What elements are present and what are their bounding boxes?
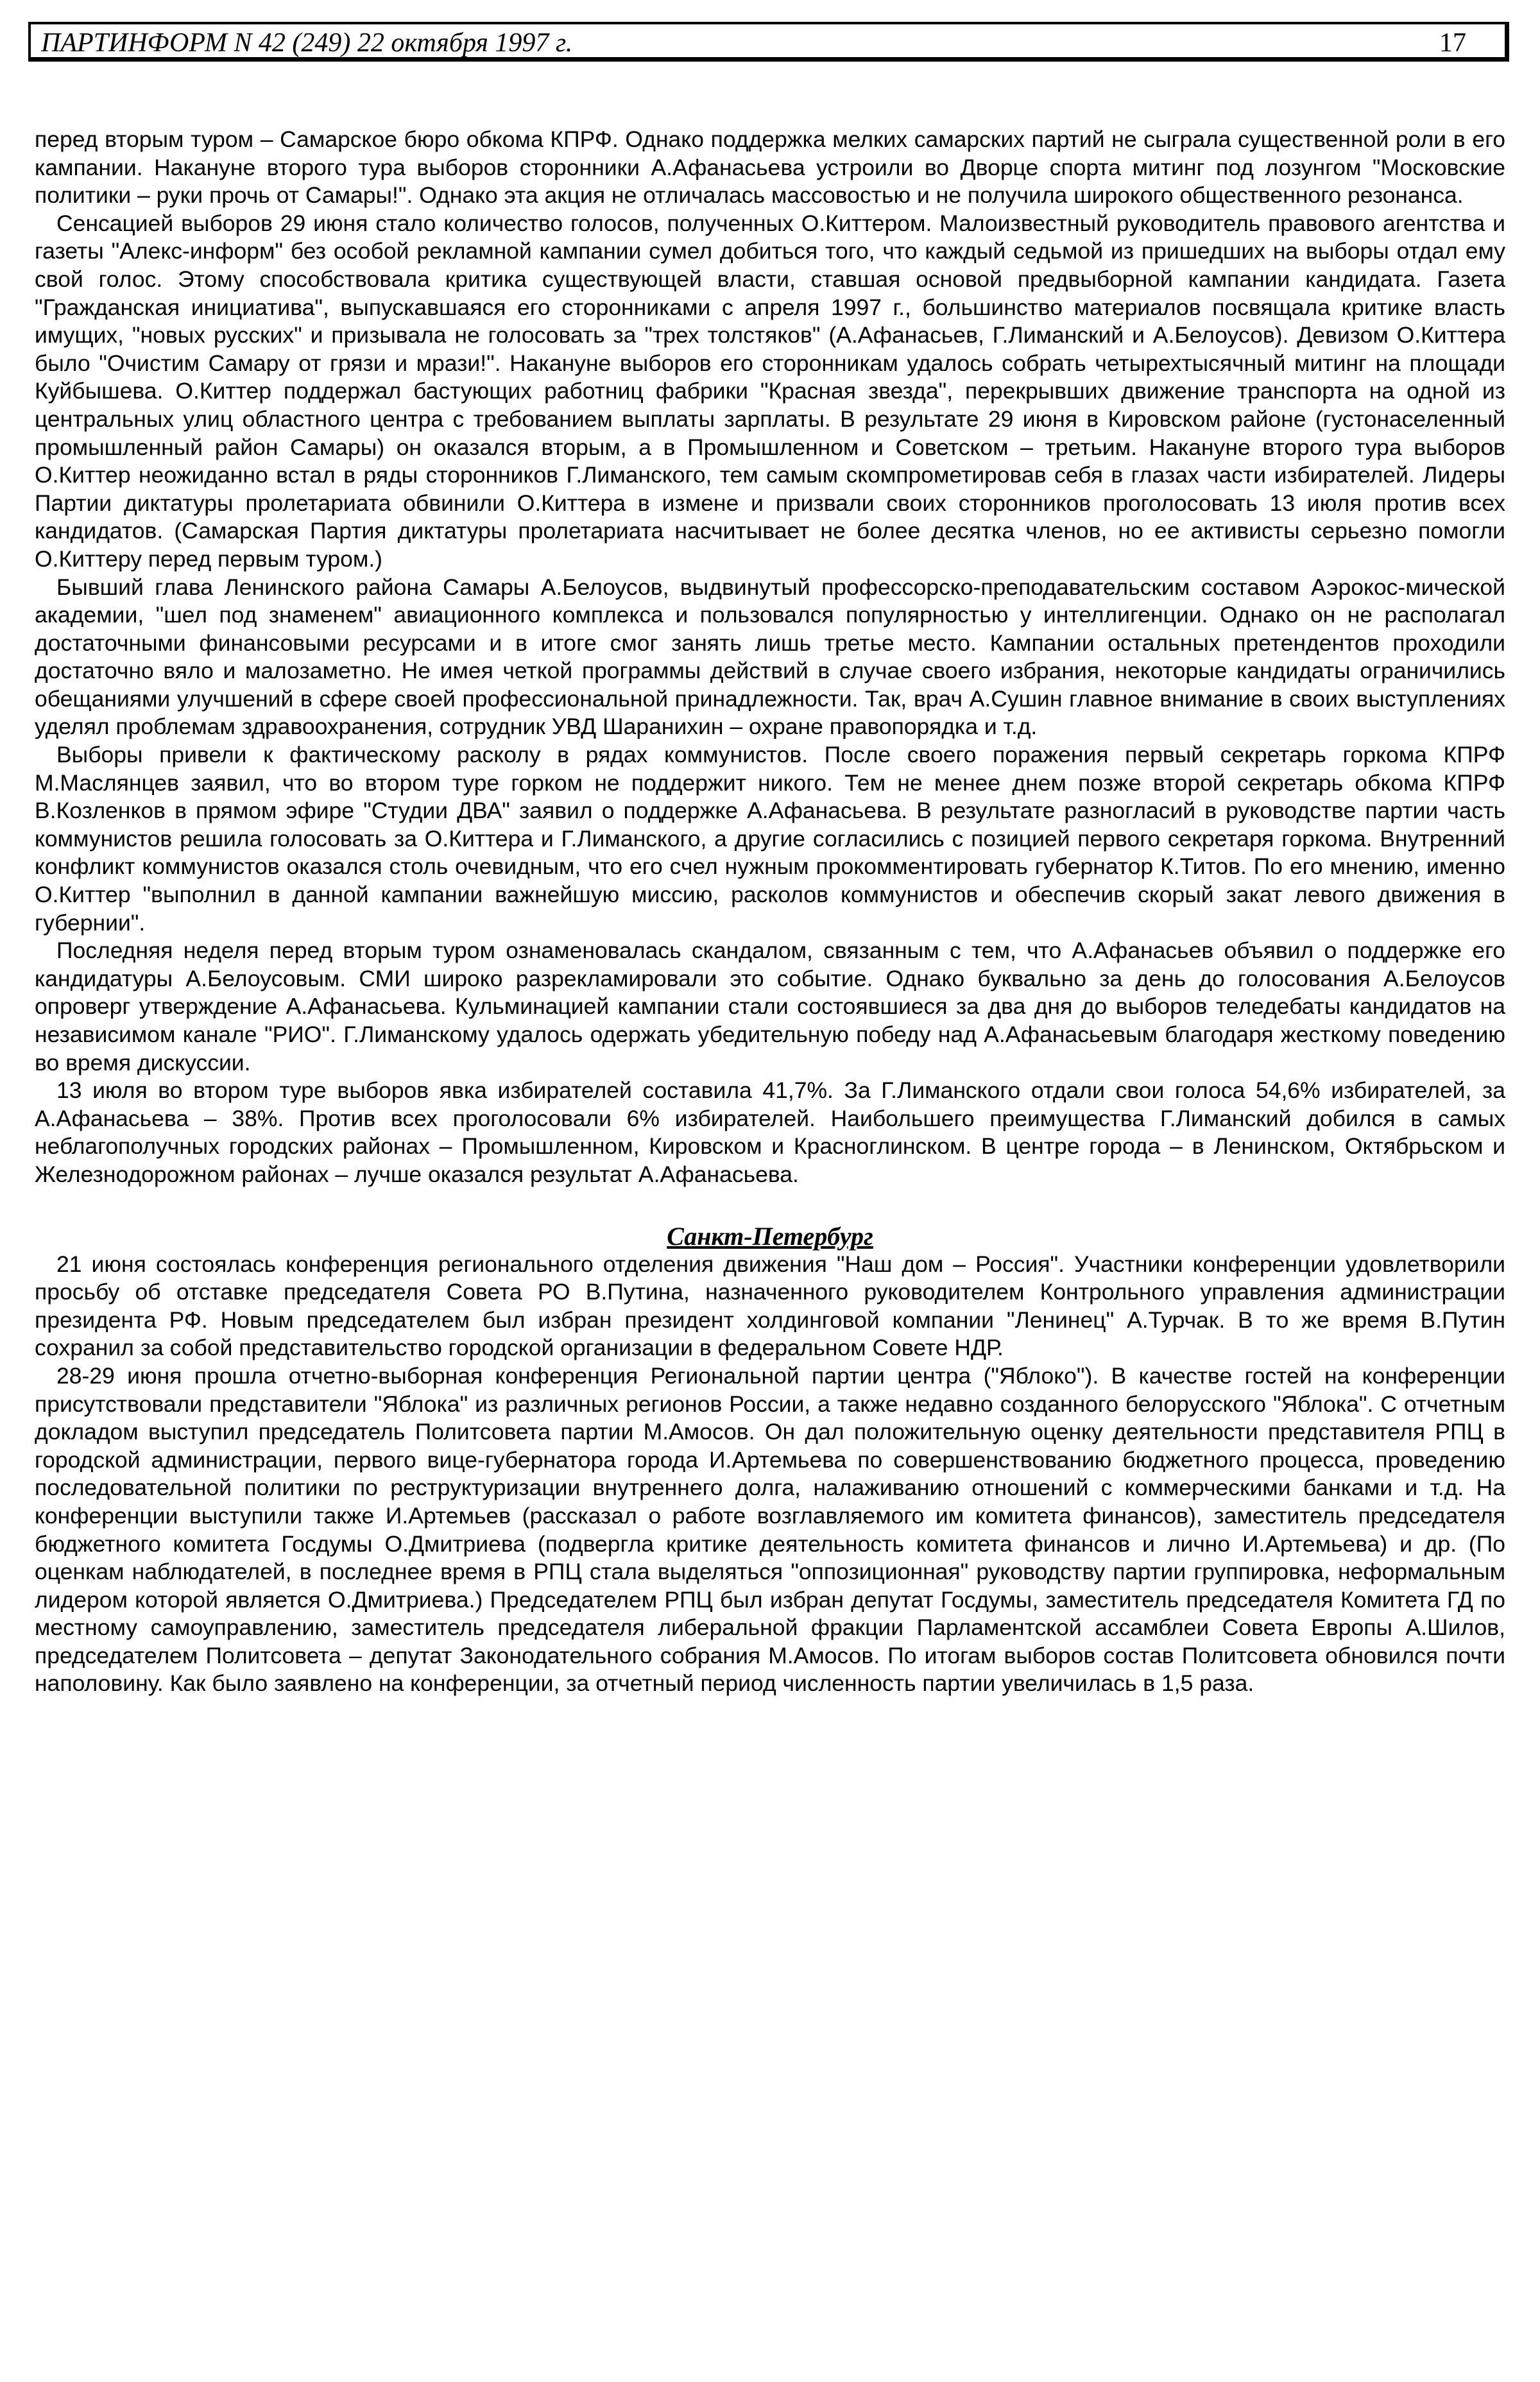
paragraph: Выборы привели к фактическому расколу в рядах коммунистов. После своего поражения первый секретарь горкома КПРФ М.Маслянцев заявил, что во втором туре горком не поддержит никого. Тем не менее днем позже второй секретарь обкома КПРФ В.Козленков в прямом эфире "Студии ДВА" заявил о поддержке А.Афанасьева. В результате разногласий в руководстве партии часть коммунистов решила голосовать за О.Киттера и Г.Лиманского, а другие согласились с позицией первого секретаря горкома. Внутренний конфликт коммунистов оказался столь очевидным, что его счел нужным прокомментировать губернатор К.Титов. По его мнению, именно О.Киттер "выполнил в данной кампании важнейшую миссию, расколов коммунистов и обеспечив скорый закат левого движения в губернии".: [35, 742, 1505, 936]
paragraph: 13 июля во втором туре выборов явка избирателей составила 41,7%. За Г.Лиманского отдали свои голоса 54,6% избирателей, за А.Афанасьева – 38%. Против всех проголосовали 6% избирателей. Наибольшего преимущества Г.Лиманский добился в самых неблагополучных городских районах – Промышленном, Кировском и Красноглинском. В центре города – в Ленинском, Октябрьском и Железнодорожном районах – лучше оказался результат А.Афанасьева.: [35, 1077, 1505, 1187]
publication-title: ПАРТИНФОРМ N 42 (249) 22 октября 1997 г.: [41, 28, 573, 58]
page-number: 17: [1439, 28, 1466, 58]
paragraph: Бывший глава Ленинского района Самары А.Белоусов, выдвинутый профессорско-преподавательским составом Аэрокос-мической академии, "шел под знаменем" авиационного комплекса и пользовался популярностью у интеллигенции. Однако он не располагал достаточными финансовыми ресурсами и в итоге смог занять лишь третье место. Кампании остальных претендентов проходили достаточно вяло и малозаметно. Не имея четкой программы действий в случае своего избрания, некоторые кандидаты ограничились обещаниями улучшений в сфере своей профессиональной принадлежности. Так, врач А.Сушин главное внимание в своих выступлениях уделял проблемам здравоохранения, сотрудник УВД Шаранихин – охране правопорядка и т.д.: [35, 574, 1505, 740]
section-heading: Санкт-Петербург: [667, 1221, 873, 1251]
paragraph: Сенсацией выборов 29 июня стало количество голосов, полученных О.Киттером. Малоизвестный руководитель правового агентства и газеты "Алекс-информ" без особой рекламной кампании сумел добиться того, что каждый седьмой из пришедших на выборы отдал ему свой голос. Этому способствовала критика существующей власти, ставшая основой предвыборной кампании кандидата. Газета "Гражданская инициатива", выпускавшаяся его сторонниками с апреля 1997 г., большинство материалов посвящала критике власть имущих, "новых русских" и призывала не голосовать за "трех толстяков" (А.Афанасьев, Г.Лиманский и А.Белоусов). Девизом О.Киттера было "Очистим Самару от грязи и мрази!". Накануне выборов его сторонникам удалось собрать четырехтысячный митинг на площади Куйбышева. О.Киттер поддержал бастующих работниц фабрики "Красная звезда", перекрывших движение транспорта на одной из центральных улиц областного центра с требованием выплаты зарплаты. В результате 29 июня в Кировском районе (густонаселенный промышленный район Самары) он оказался вторым, а в Промышленном и Советском – третьим. Накануне второго тура выборов О.Киттер неожиданно встал в ряды сторонников Г.Лиманского, тем самым скомпрометировав себя в глазах части избирателей. Лидеры Партии диктатуры пролетариата обвинили О.Киттера в измене и призвали своих сторонников проголосовать 13 июля против всех кандидатов. (Самарская Партия диктатуры пролетариата насчитывает не более десятка членов, но ее активисты серьезно помогли О.Киттеру перед первым туром.): [35, 210, 1505, 572]
article-body: [35, 126, 1505, 1698]
paragraph: Последняя неделя перед вторым туром ознаменовалась скандалом, связанным с тем, что А.Афанасьев объявил о поддержке его кандидатуры А.Белоусовым. СМИ широко разрекламировали это событие. Однако буквально за день до голосования А.Белоусов опроверг утверждение А.Афанасьева. Кульминацией кампании стали состоявшиеся за два дня до выборов теледебаты кандидатов на независимом канале "РИО". Г.Лиманскому удалось одержать убедительную победу над А.Афанасьевым благодаря жесткому поведению во время дискуссии.: [35, 938, 1505, 1075]
paragraph: перед вторым туром – Самарское бюро обкома КПРФ. Однако поддержка мелких самарских партий не сыграла существенной роли в его кампании. Накануне второго тура выборов сторонники А.Афанасьева устроили во Дворце спорта митинг под лозунгом "Московские политики – руки прочь от Самары!". Однако эта акция не отличалась массовостью и не получила широкого общественного резонанса.: [35, 126, 1505, 209]
paragraph: 28-29 июня прошла отчетно-выборная конференция Региональной партии центра ("Яблоко"). В качестве гостей на конференции присутствовали представители "Яблока" из различных регионов России, а также недавно созданного белорусского "Яблока". С отчетным докладом выступил председатель Политсовета партии М.Амосов. Он дал положительную оценку деятельности представителя РПЦ в городской администрации, первого вице-губернатора города И.Артемьева по совершенствованию бюджетного процесса, проведению последовательной политики по реструктуризации внутреннего долга, налаживанию отношений с коммерческими банками и т.д. На конференции выступили также И.Артемьев (рассказал о работе возглавляемого им комитета финансов), заместитель председателя бюджетного комитета Госдумы О.Дмитриева (подвергла критике деятельность комитета финансов и лично И.Артемьева) и др. (По оценкам наблюдателей, в последнее время в РПЦ стала выделяться "оппозиционная" руководству партии группировка, неформальным лидером которой является О.Дмитриева.) Председателем РПЦ был избран депутат Госдумы, заместитель председателя Комитета ГД по местному самоуправлению, заместитель председателя либеральной фракции Парламентской ассамблеи Совета Европы А.Шилов, председателем Политсовета – депутат Законодательного собрания М.Амосов. По итогам выборов состав Политсовета обновился почти наполовину. Как было заявлено на конференции, за отчетный период численность партии увеличилась в 1,5 раза.: [35, 1362, 1505, 1697]
page-header: [28, 22, 1509, 62]
paragraph: 21 июня состоялась конференция регионального отделения движения "Наш дом – Россия". Участники конференции удовлетворили просьбу об отставке председателя Совета РО В.Путина, назначенного руководителем Контрольного управления администрации президента РФ. Новым председателем был избран президент холдинговой компании "Ленинец" А.Турчак. В то же время В.Путин сохранил за собой представительство городской организации в федеральном Совете НДР.: [35, 1251, 1505, 1361]
